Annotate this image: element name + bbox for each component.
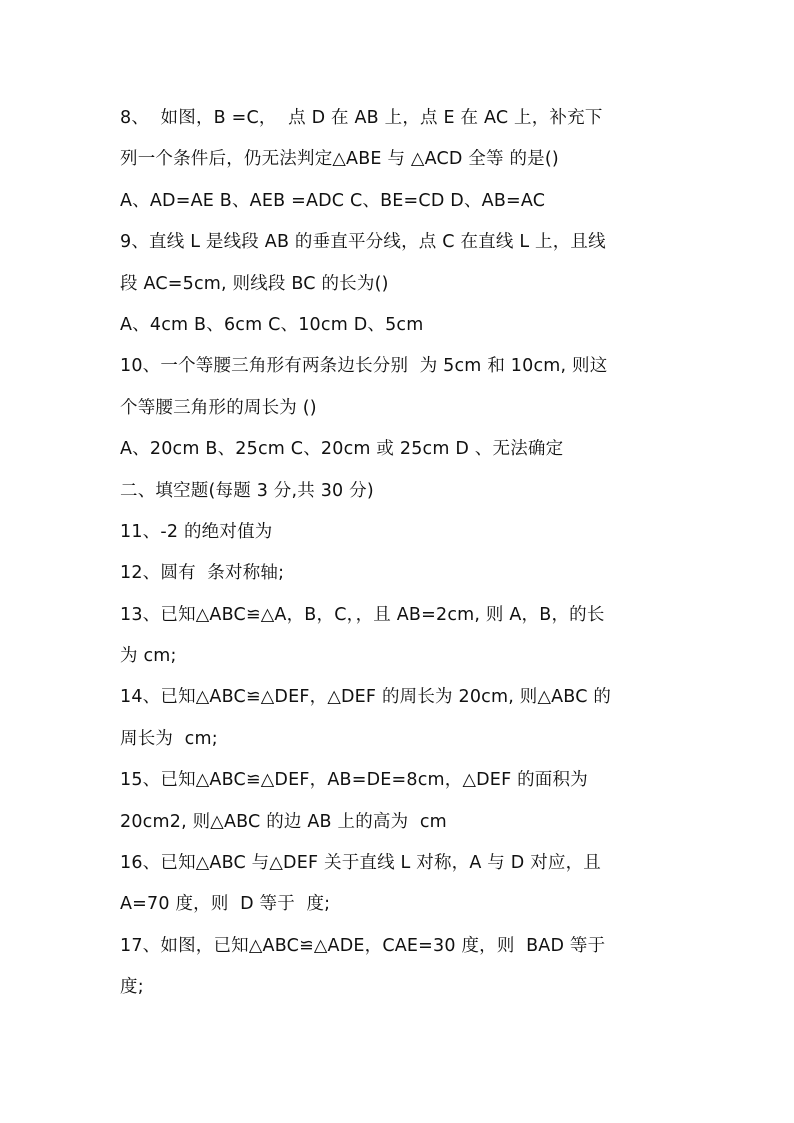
q8-line-2: 列一个条件后，仍无法判定△ABE 与 △ACD 全等 的是(): [120, 149, 559, 170]
q13-line-2: 为 cm;: [120, 646, 177, 667]
q10-options: A、20cm B、25cm C、20cm 或 25cm D 、无法确定: [120, 439, 564, 460]
q14-line-1: 14、已知△ABC≌△DEF，△DEF 的周长为 20cm, 则△ABC 的: [120, 687, 612, 708]
q16-line-1: 16、已知△ABC 与△DEF 关于直线 L 对称，A 与 D 对应，且: [120, 853, 602, 874]
q8-line-1: 8、 如图，B =C， 点 D 在 AB 上，点 E 在 AC 上，补充下: [120, 108, 603, 128]
section-heading: 二、填空题(每题 3 分,共 30 分): [120, 480, 374, 501]
q13-line-1: 13、已知△ABC≌△A，B，C，，且 AB=2cm, 则 A，B，的长: [120, 604, 605, 625]
q11-line: 11、-2 的绝对值为: [120, 521, 273, 542]
q10-line-2: 个等腰三角形的周长为 (): [120, 397, 317, 418]
q9-line-2: 段 AC=5cm, 则线段 BC 的长为(): [120, 273, 389, 294]
q17-line-2: 度;: [120, 977, 144, 998]
q9-line-1: 9、直线 L 是线段 AB 的垂直平分线，点 C 在直线 L 上，且线: [120, 232, 606, 253]
document-body: [120, 98, 680, 1009]
q15-line-2: 20cm2, 则△ABC 的边 AB 上的高为 cm: [120, 811, 447, 832]
q15-line-1: 15、已知△ABC≌△DEF，AB=DE=8cm，△DEF 的面积为: [120, 770, 588, 791]
q16-line-2: A=70 度，则 D 等于 度;: [120, 894, 331, 915]
q17-line-1: 17、如图，已知△ABC≌△ADE，CAE=30 度，则 BAD 等于: [120, 935, 606, 956]
q14-line-2: 周长为 cm;: [120, 728, 218, 749]
q9-options: A、4cm B、6cm C、10cm D、5cm: [120, 314, 424, 335]
q8-options: A、AD=AE B、AEB =ADC C、BE=CD D、AB=AC: [120, 190, 546, 211]
q12-line: 12、圆有 条对称轴;: [120, 563, 285, 584]
q10-line-1: 10、一个等腰三角形有两条边长分别 为 5cm 和 10cm, 则这: [120, 356, 608, 377]
